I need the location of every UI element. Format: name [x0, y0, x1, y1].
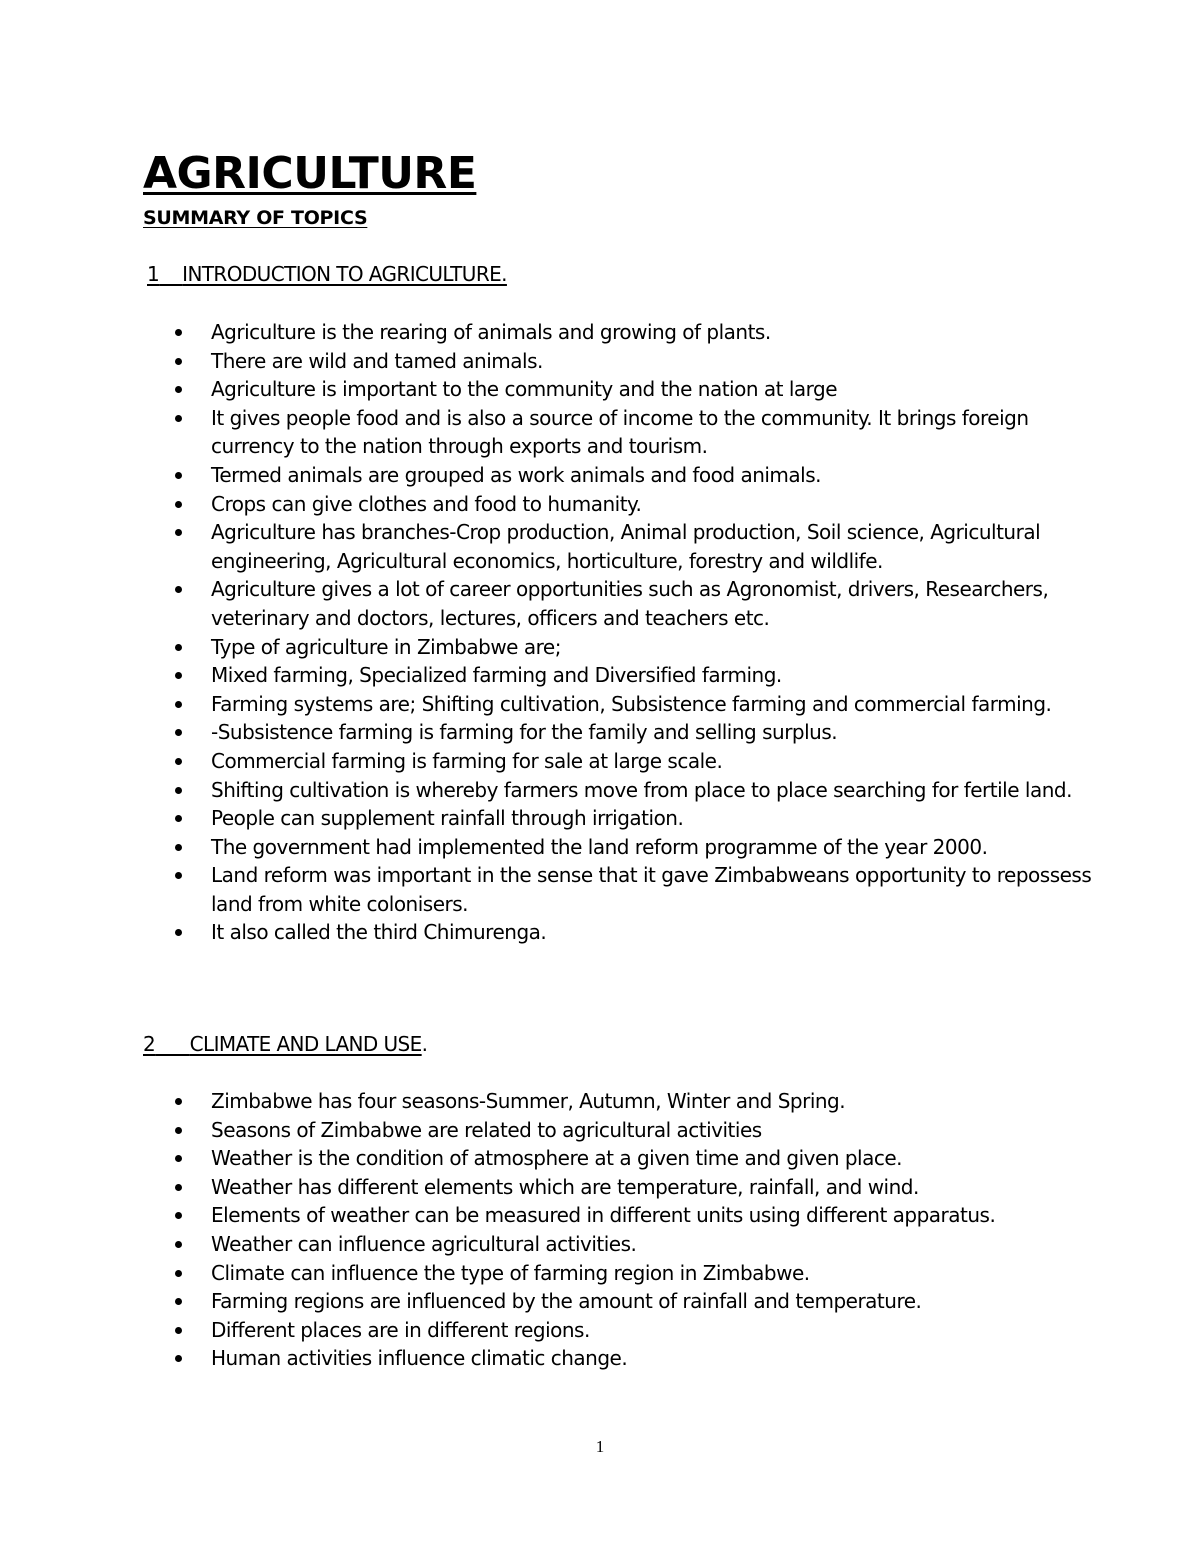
list-item-text: Mixed farming, Specialized farming and Diversified farming. [211, 663, 782, 688]
list-item [172, 404, 1102, 461]
bullet-icon [175, 929, 182, 936]
list-item [172, 1116, 1102, 1145]
bullet-icon [175, 329, 182, 336]
list-item [172, 461, 1102, 490]
list-item-text: Seasons of Zimbabwe are related to agricultural activities [211, 1117, 762, 1142]
bullet-icon [175, 1355, 182, 1362]
list-item-text: Human activities influence climatic change. [211, 1346, 628, 1371]
list-item [172, 718, 1102, 747]
bullet-icon [175, 644, 182, 651]
bullet-list-introduction [172, 318, 1102, 947]
list-item-text: Crops can give clothes and food to humanity. [211, 491, 642, 516]
list-item [172, 1144, 1102, 1173]
section-title: CLIMATE AND LAND USE [189, 1032, 422, 1056]
bullet-icon [175, 1327, 182, 1334]
list-item [172, 1087, 1102, 1116]
list-item-text: Agriculture has branches-Crop production, Animal production, Soil science, Agricultural engineering, Agricultural economics, horticulture, forestry and wildlife. [211, 520, 1041, 573]
bullet-icon [175, 415, 182, 422]
page-number: 1 [595, 1437, 605, 1456]
list-item-text: Weather can influence agricultural activities. [211, 1231, 637, 1256]
bullet-icon [175, 844, 182, 851]
list-item [172, 1259, 1102, 1288]
list-item [172, 1287, 1102, 1316]
list-item [172, 1344, 1102, 1373]
list-item [172, 861, 1102, 918]
bullet-icon [175, 701, 182, 708]
bullet-icon [175, 386, 182, 393]
bullet-icon [175, 758, 182, 765]
list-item-text: Farming regions are influenced by the amount of rainfall and temperature. [211, 1289, 922, 1314]
list-item-text: Termed animals are grouped as work animals and food animals. [211, 462, 821, 487]
section-heading-introduction [147, 260, 507, 288]
list-item-text: Agriculture is the rearing of animals and growing of plants. [211, 320, 771, 344]
list-item [172, 1201, 1102, 1230]
list-item-text: Farming systems are; Shifting cultivation, Subsistence farming and commercial farming. [211, 691, 1052, 716]
list-item [172, 747, 1102, 776]
bullet-icon [175, 672, 182, 679]
bullet-icon [175, 1298, 182, 1305]
list-item-text: People can supplement rainfall through irrigation. [211, 806, 684, 831]
list-item-text: -Subsistence farming is farming for the family and selling surplus. [211, 720, 838, 745]
bullet-icon [175, 501, 182, 508]
list-item-text: Elements of weather can be measured in different units using different apparatus. [211, 1203, 996, 1228]
bullet-icon [175, 1241, 182, 1248]
bullet-icon [175, 529, 182, 536]
list-item-text: Different places are in different regions. [211, 1317, 590, 1342]
list-item [172, 1230, 1102, 1259]
list-item-text: Commercial farming is farming for sale at large scale. [211, 748, 723, 773]
bullet-icon [175, 586, 182, 593]
list-item-text: Zimbabwe has four seasons-Summer, Autumn, Winter and Spring. [211, 1089, 846, 1113]
list-item [172, 518, 1102, 575]
list-item [172, 1173, 1102, 1202]
bullet-icon [175, 472, 182, 479]
bullet-icon [175, 1212, 182, 1219]
list-item-text: Land reform was important in the sense that it gave Zimbabweans opportunity to repossess land from white colonisers. [211, 863, 1092, 916]
list-item-text: Type of agriculture in Zimbabwe are; [211, 634, 561, 659]
bullet-icon [175, 1184, 182, 1191]
list-item [172, 318, 1102, 347]
section-number: 1 [147, 262, 160, 286]
document-title: AGRICULTURE [143, 148, 477, 199]
list-item [172, 776, 1102, 805]
list-item [172, 347, 1102, 376]
list-item-text: Shifting cultivation is whereby farmers move from place to place searching for fertile land. [211, 777, 1072, 802]
bullet-icon [175, 872, 182, 879]
list-item [172, 690, 1102, 719]
section-title-period: . [421, 1032, 428, 1056]
list-item-text: Agriculture gives a lot of career opportunities such as Agronomist, drivers, Researchers, veterinary and doctors, lectures, officers and teachers etc. [211, 577, 1049, 630]
list-item [172, 804, 1102, 833]
list-item-text: It gives people food and is also a source of income to the community. It brings foreign currency to the nation through exports and tourism. [211, 405, 1029, 459]
list-item-text: The government had implemented the land reform programme of the year 2000. [211, 834, 988, 859]
bullet-list-climate [172, 1087, 1102, 1373]
bullet-icon [175, 787, 182, 794]
list-item-text: There are wild and tamed animals. [211, 348, 543, 373]
list-item [172, 575, 1102, 632]
list-item [172, 1316, 1102, 1345]
list-item-text: Weather is the condition of atmosphere at a given time and given place. [211, 1146, 903, 1171]
bullet-icon [175, 729, 182, 736]
bullet-icon [175, 358, 182, 365]
list-item-text: Agriculture is important to the community and the nation at large [211, 377, 838, 402]
bullet-icon [175, 1270, 182, 1277]
list-item-text: It also called the third Chimurenga. [211, 920, 547, 945]
bullet-icon [175, 1127, 182, 1134]
section-title: INTRODUCTION TO AGRICULTURE. [182, 262, 507, 286]
list-item [172, 918, 1102, 947]
section-heading-climate [143, 1030, 427, 1058]
list-item [172, 490, 1102, 519]
list-item [172, 375, 1102, 404]
section-number: 2 [143, 1032, 156, 1056]
list-item [172, 661, 1102, 690]
bullet-icon [175, 1155, 182, 1162]
bullet-icon [175, 815, 182, 822]
list-item [172, 633, 1102, 662]
list-item [172, 833, 1102, 862]
document-subtitle: SUMMARY OF TOPICS [143, 207, 368, 229]
list-item-text: Climate can influence the type of farming region in Zimbabwe. [211, 1260, 810, 1285]
bullet-icon [175, 1098, 182, 1105]
list-item-text: Weather has different elements which are temperature, rainfall, and wind. [211, 1174, 919, 1199]
